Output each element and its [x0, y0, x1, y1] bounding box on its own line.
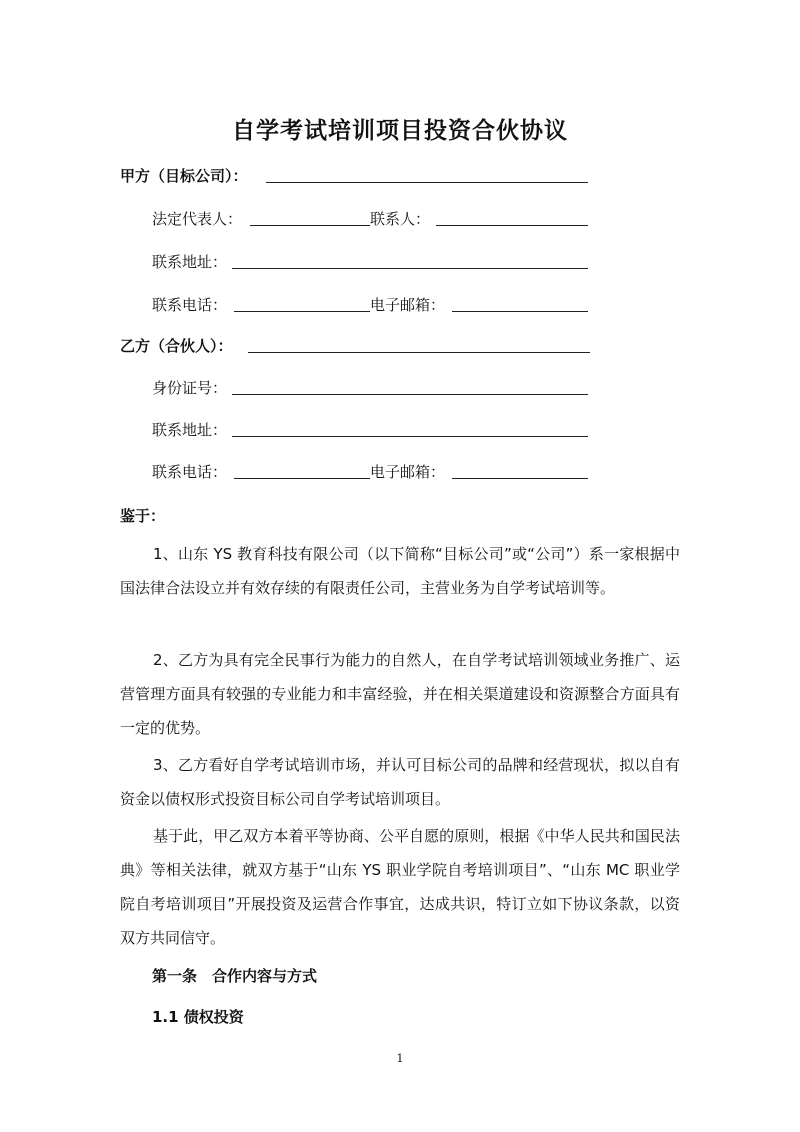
- paragraph-3-text: 3、乙方看好自学考试培训市场，并认可目标公司的品牌和经营现状，拟以自有资金以债权形式投资目标公司自学考试培训项目。: [120, 756, 680, 808]
- document-title: 自学考试培训项目投资合伙协议: [232, 118, 568, 144]
- paragraph-4: [120, 819, 680, 955]
- party-b-phone-blank[interactable]: [234, 478, 370, 479]
- party-a-legal-rep-blank[interactable]: [250, 225, 370, 226]
- paragraph-2: [120, 643, 680, 745]
- party-a-address-blank[interactable]: [232, 268, 588, 269]
- party-a-contact-label: 联系人：: [370, 210, 431, 228]
- party-b-id-blank[interactable]: [232, 394, 588, 395]
- paragraph-2-text: 2、乙方为具有完全民事行为能力的自然人，在自学考试培训领域业务推广、运营管理方面具有较强的专业能力和丰富经验，并在相关渠道建设和资源整合方面具有一定的优势。: [120, 651, 680, 737]
- party-b-id-label: 身份证号：: [152, 379, 228, 397]
- whereas-heading: 鉴于：: [120, 507, 166, 525]
- party-a-legal-rep-label: 法定代表人：: [152, 210, 243, 228]
- party-b-blank[interactable]: [248, 352, 590, 353]
- party-a-email-label: 电子邮箱：: [370, 296, 446, 314]
- party-b-email-blank[interactable]: [452, 478, 588, 479]
- party-a-label: 甲方（目标公司）：: [120, 167, 248, 185]
- section-1-1-heading: 1.1 债权投资: [152, 1008, 244, 1026]
- party-a-address-label: 联系地址：: [152, 253, 228, 271]
- paragraph-1-text: 1、山东 YS 教育科技有限公司（以下简称“目标公司”或“公司”）系一家根据中国法律合法设立并有效存续的有限责任公司，主营业务为自学考试培训等。: [120, 545, 680, 597]
- party-b-phone-label: 联系电话：: [152, 463, 228, 481]
- party-b-label: 乙方（合伙人）：: [120, 337, 233, 355]
- party-a-blank[interactable]: [266, 182, 588, 183]
- party-a-email-blank[interactable]: [452, 311, 588, 312]
- party-b-address-blank[interactable]: [232, 436, 588, 437]
- party-b-address-label: 联系地址：: [152, 421, 228, 439]
- party-a-contact-blank[interactable]: [436, 225, 588, 226]
- paragraph-1: [120, 537, 680, 605]
- paragraph-3: [120, 748, 680, 816]
- page-number: 1: [396, 1052, 404, 1065]
- party-b-email-label: 电子邮箱：: [370, 463, 446, 481]
- party-a-phone-blank[interactable]: [234, 311, 370, 312]
- article-1-heading: 第一条 合作内容与方式: [152, 967, 318, 985]
- paragraph-4-text: 基于此，甲乙双方本着平等协商、公平自愿的原则，根据《中华人民共和国民法典》等相关法律，就双方基于“山东 YS 职业学院自考培训项目”、“山东 MC 职业学院自考培训项目”开展投资及运营合作事宜，达成共识，特订立如下协议条款，以资双方共同信守。: [120, 827, 680, 947]
- party-a-phone-label: 联系电话：: [152, 296, 228, 314]
